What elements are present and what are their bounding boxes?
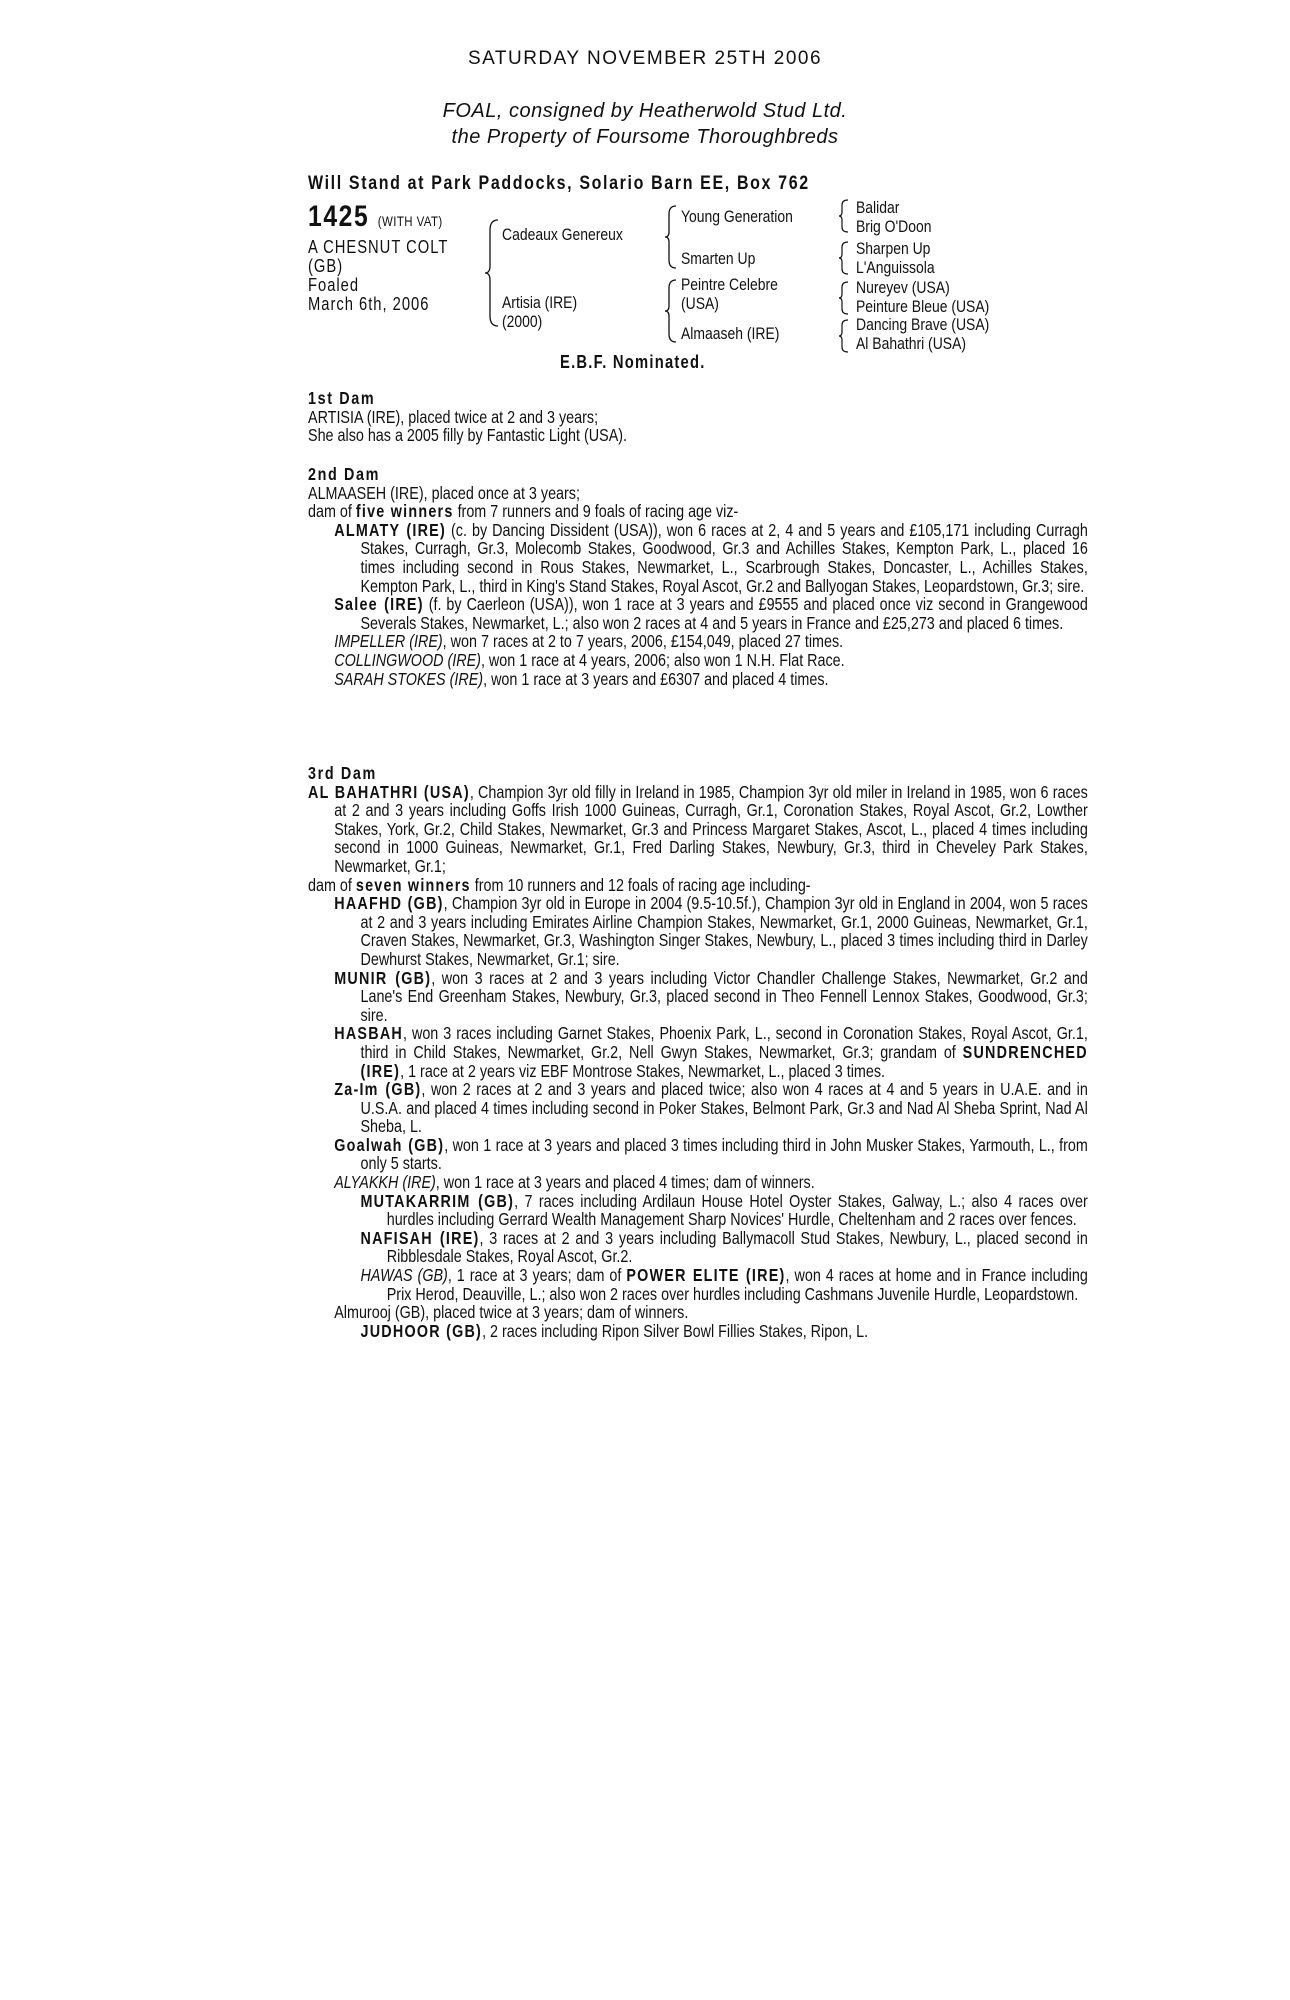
power-elite-name: POWER ELITE (IRE) [626,1265,786,1286]
ggp-sds: Sharpen Up [856,239,931,258]
third-dam-section [308,764,1088,1340]
alyakkh-record: , won 1 race at 3 years and placed 4 times; dam of winners. [435,1172,815,1193]
first-dam-line: ARTISIA (IRE), placed twice at 2 and 3 years; [308,406,599,427]
hasbah-record: , won 3 races including Garnet Stakes, Phoenix Park, L., second in Coronation Stakes, Royal Ascot, Gr.1, third in Child Stakes, Newmarket, Gr.2, Nell Gwyn Stakes, Newmarket, Gr.3; grandam of [360,1023,1088,1062]
ggp-dsd: Peinture Bleue (USA) [856,297,990,316]
progeny-hawas [308,1266,1088,1303]
second-dam-heading: 2nd Dam [308,464,381,484]
progeny-hasbah [308,1024,1088,1080]
nafisah-name: NAFISAH (IRE) [360,1227,480,1248]
first-dam-section [308,389,1079,445]
winners-count: five winners [355,501,454,522]
dam-name-block [502,293,577,331]
pedigree-brace-dd [838,318,850,354]
first-dam-heading: 1st Dam [308,388,376,408]
sale-date: SATURDAY NOVEMBER 25TH 2006 [467,48,823,69]
sundrenched-record: , 1 race at 2 years viz EBF Montrose Stakes, Newmarket, L., placed 3 times. [400,1060,886,1081]
salee-record: (f. by Caerleon (USA)), won 1 race at 3 years and £9555 and placed once viz second in Grangewood Severals Stakes, Newmarket, L.; also won 2 races at 4 and 5 years in France and £25,273 and placed 6 times. [360,594,1088,633]
progeny-almaty [308,521,1088,595]
hawas-name: HAWAS (GB) [360,1265,448,1286]
almurooj-record: Almurooj (GB), placed twice at 3 years; dam of winners. [334,1302,689,1323]
collingwood-name: COLLINGWOOD (IRE) [334,649,481,670]
grandsire-maternal: Peintre Celebre [681,275,778,294]
hawas-record: , 1 race at 3 years; dam of [447,1265,627,1286]
progeny-goalwah [308,1136,1088,1173]
progeny-munir [308,969,1088,1025]
dam-of-label: dam of [308,501,356,522]
pedigree-brace-sire [664,204,678,270]
haafhd-record: , Champion 3yr old in Europe in 2004 (9.5-10.5f.), Champion 3yr old in England in 2004, won 5 races at 2 and 3 years including Emirates Airline Champion Stakes, Newmarket, Gr.1, 2000 Guineas, Newmarket, Gr.1, Craven Stakes, Newmarket, Gr.3, Washington Singer Stakes, Newbury, L., placed 3 times including third in Darley Dewhurst Stakes, Newmarket, Gr.1; sire. [360,893,1088,969]
dam-year: (2000) [502,312,543,331]
progeny-nafisah [308,1229,1088,1266]
ggp-ssd: Brig O'Doon [856,217,932,236]
ggp-dss: Nureyev (USA) [856,278,950,297]
munir-name: MUNIR (GB) [334,967,432,988]
progeny-salee [308,595,1088,632]
lot-description [308,238,448,314]
mutakarrim-name: MUTAKARRIM (GB) [360,1190,515,1211]
grandsire-paternal: Young Generation [681,207,793,226]
impeller-name: IMPELLER (IRE) [334,631,443,652]
winners-detail-3: from 10 runners and 12 foals of racing age including- [470,874,811,895]
colt-description: A CHESNUT COLT [308,237,449,257]
pedigree-brace-ss [838,198,850,234]
ebf-nominated: E.B.F. Nominated. [560,352,706,372]
sarah-stokes-record: , won 1 race at 3 years and £6307 and placed 4 times. [483,668,829,689]
progeny-impeller [308,632,1088,651]
al-bahathri-name: AL BAHATHRI (USA) [308,781,470,802]
progeny-judhoor [308,1322,1088,1341]
ggp-ddd: Al Bahathri (USA) [856,334,967,353]
pedigree-brace-sd [838,240,850,276]
third-dam-heading: 3rd Dam [308,763,377,783]
haafhd-name: HAAFHD (GB) [334,893,444,914]
winners-detail: from 7 runners and 9 foals of racing age viz- [453,501,739,522]
goalwah-record: , won 1 race at 3 years and placed 3 times including third in John Musker Stakes, Yarmouth, L., from only 5 starts. [360,1134,1088,1174]
property-line: the Property of Foursome Thoroughbreds [451,126,839,148]
first-dam-produce: She also has a 2005 filly by Fantastic Light (USA). [308,425,628,446]
dam-of-label-3: dam of [308,874,356,895]
grandsire-maternal-block [681,275,778,313]
progeny-collingwood [308,651,1088,670]
progeny-sarah-stokes [308,670,1088,689]
lot-number [308,200,443,234]
progeny-alyakkh [308,1173,1088,1192]
granddam-paternal: Smarten Up [681,249,756,268]
consignor-line: FOAL, consigned by Heatherwold Stud Ltd. [442,100,848,122]
stand-location: Will Stand at Park Paddocks, Solario Barn EE, Box 762 [308,172,810,194]
ggp-sss: Balidar [856,198,900,217]
power-elite-record: , won 4 races at home and in France including Prix Herod, Deauville, L.; also won 2 races over hurdles including Cashmans Juvenile Hurdle, Leopardstown. [386,1265,1088,1304]
al-bahathri-record: , Champion 3yr old filly in Ireland in 1985, Champion 3yr old miler in Ireland in 1985, won 6 races at 2 and 3 years including Goffs Irish 1000 Guineas, Curragh, Gr.1, Coronation Stakes, Royal Ascot, Gr.2, Lowther Stakes, York, Gr.2, Child Stakes, Newmarket, Gr.3 and Princess Margaret Stakes, Ascot, L., placed 4 times including second in 1000 Guineas, Newmarket, Gr.1, Fred Darling Stakes, Newbury, Gr.3, third in Cheveley Park Stakes, Newmarket, Gr.1; [334,781,1088,876]
progeny-almurooj [308,1303,1088,1322]
hasbah-name: HASBAH [334,1023,404,1044]
foaled-date: March 6th, 2006 [308,294,430,314]
progeny-mutakarrim [308,1192,1088,1229]
third-dam-record [308,783,1088,876]
mutakarrim-record: , 7 races including Ardilaun House Hotel Oyster Stakes, Galway, L.; also 4 races over hurdles including Gerrard Wealth Management Sharp Novices' Hurdle, Cheltenham and 2 races over fences. [386,1190,1088,1230]
second-dam-record [308,502,1088,521]
sire-name: Cadeaux Genereux [502,225,623,244]
judhoor-record: , 2 races including Ripon Silver Bowl Fillies Stakes, Ripon, L. [482,1320,869,1341]
progeny-haafhd [308,894,1088,968]
impeller-record: , won 7 races at 2 to 7 years, 2006, £154,049, placed 27 times. [442,631,844,652]
vat-label: (WITH VAT) [377,213,443,229]
almaty-name: ALMATY (IRE) [334,519,446,540]
second-dam-line: ALMAASEH (IRE), placed once at 3 years; [308,482,580,503]
za-im-record: , won 2 races at 2 and 3 years and placed twice; also won 4 races at 4 and 5 years in U.A.E. and in U.S.A. and placed 4 times including second in Poker Stakes, Belmont Park, Gr.3 and Nad Al Sheba Sprint, Nad Al Sheba, L. [360,1079,1088,1137]
goalwah-name: Goalwah (GB) [334,1134,445,1155]
sundrenched-name: SUNDRENCHED (IRE) [360,1041,1088,1081]
judhoor-name: JUDHOOR (GB) [360,1320,483,1341]
winners-count-3: seven winners [355,874,471,895]
pedigree-brace-ds [838,280,850,316]
sarah-stokes-name: SARAH STOKES (IRE) [334,668,484,689]
alyakkh-name: ALYAKKH (IRE) [334,1172,436,1193]
progeny-za-im [308,1080,1088,1136]
dam-name: Artisia (IRE) [502,293,578,312]
munir-record: , won 3 races at 2 and 3 years including Victor Chandler Challenge Stakes, Newmarket, Gr.2 and Lane's End Greenham Stakes, Newbury, Gr.3, placed second in Theo Fennell Lennox Stakes, Goodwood, Gr.3; sire. [360,967,1088,1025]
pedigree-brace-dam [664,278,678,344]
salee-name: Salee (IRE) [334,594,424,615]
almaty-record: (c. by Dancing Dissident (USA)), won 6 races at 2, 4 and 5 years and £105,171 including Curragh Stakes, Curragh, Gr.3, Molecomb Stakes, Goodwood, Gr.3 and Achilles Stakes, Kempton Park, L., placed 16 times including second in Rous Stakes, Newmarket, L., Scarbrough Stakes, Doncaster, L., Achilles Stakes, Kempton Park, L., third in King's Stand Stakes, Royal Ascot, Gr.2 and Ballyogan Stakes, Leopardstown, Gr.3; sire. [360,519,1088,596]
lot-number-value: 1425 [308,200,370,233]
granddam-maternal: Almaaseh (IRE) [681,324,780,343]
pedigree-brace-main [484,218,500,328]
second-dam-section [308,465,1088,688]
ggp-dds: Dancing Brave (USA) [856,315,990,334]
nafisah-record: , 3 races at 2 and 3 years including Ballymacoll Stud Stakes, Newbury, L., placed second in Ribblesdale Stakes, Royal Ascot, Gr.2. [386,1227,1088,1267]
foaled-label: Foaled [308,275,360,295]
za-im-name: Za-Im (GB) [334,1079,422,1100]
collingwood-record: , won 1 race at 4 years, 2006; also won 1 N.H. Flat Race. [480,649,845,670]
ggp-sdd: L'Anguissola [856,258,935,277]
colt-origin: (GB) [308,256,344,276]
third-dam-produce [308,876,1088,895]
grandsire-maternal-country: (USA) [681,294,719,313]
